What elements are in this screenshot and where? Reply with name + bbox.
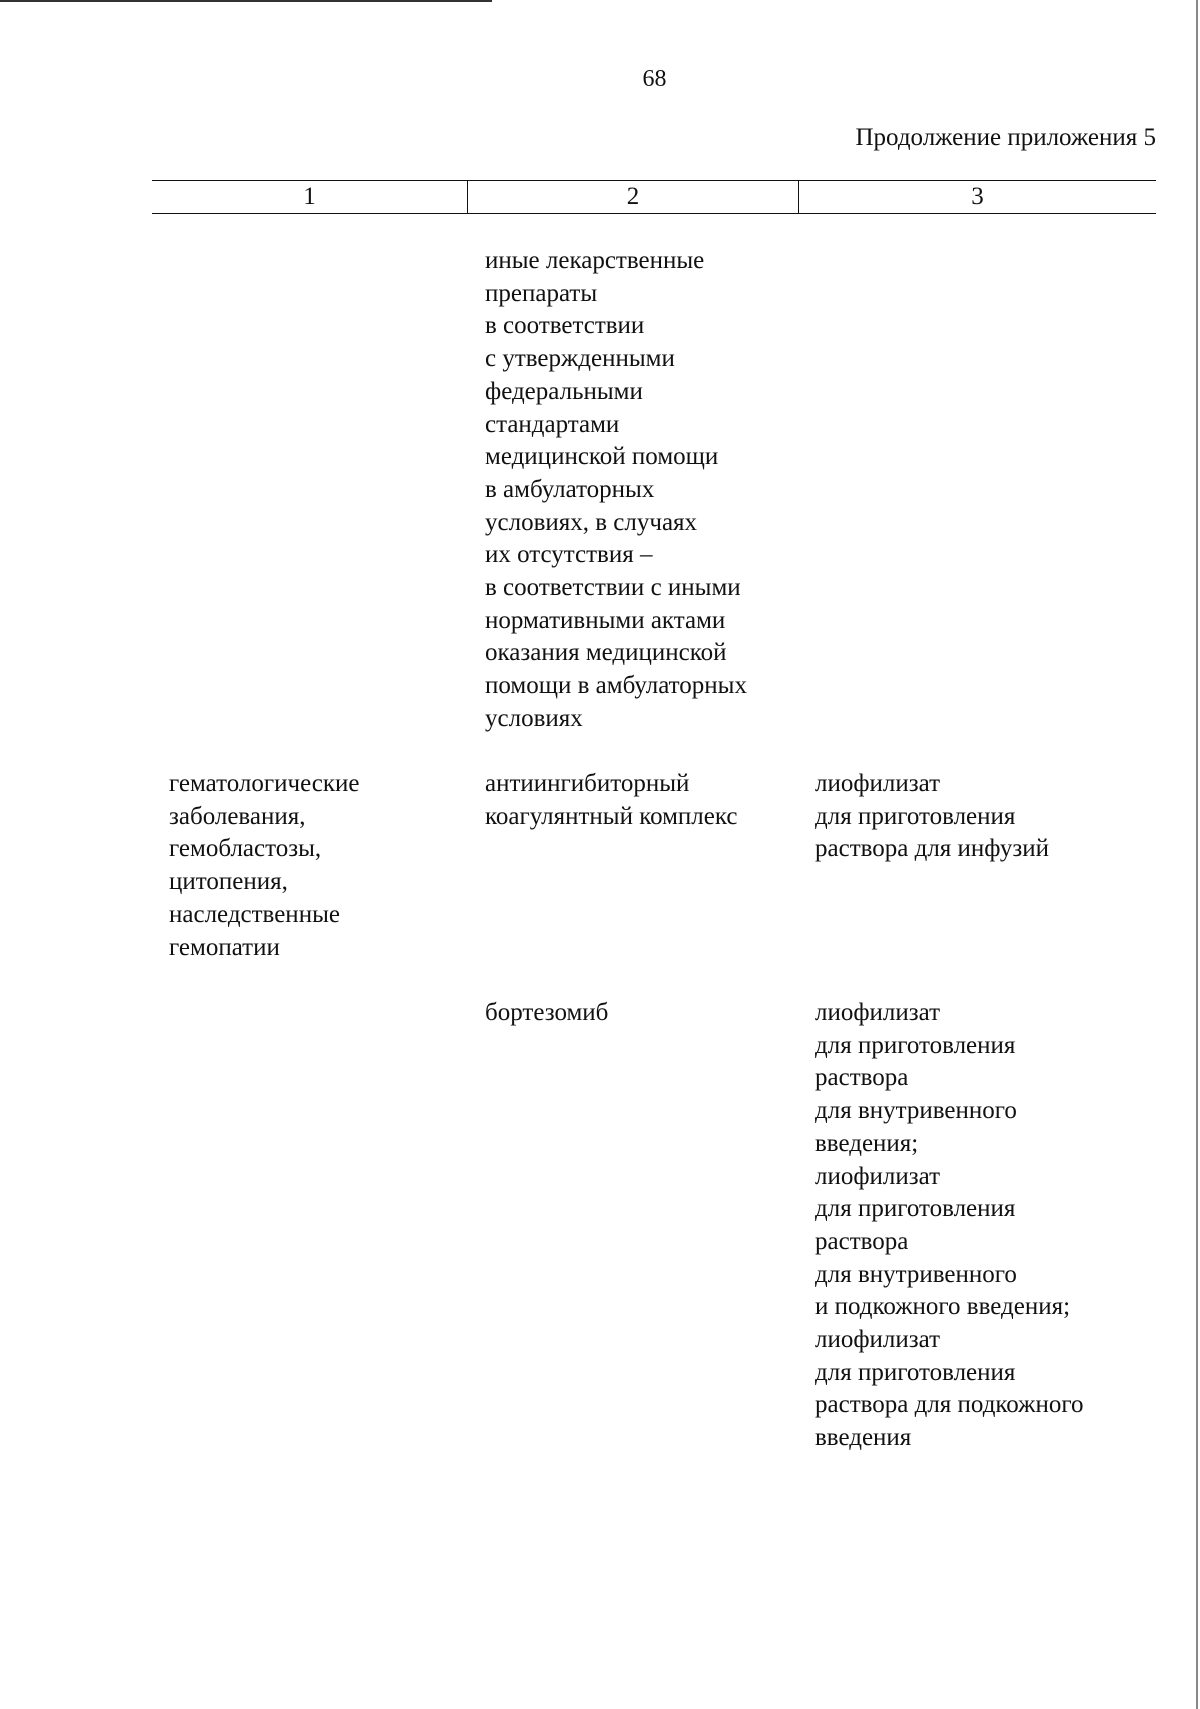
cell-text-line: иные лекарственные xyxy=(485,247,705,274)
cell-text-line: лиофилизат xyxy=(815,999,941,1026)
cell-text-line: лиофилизат xyxy=(815,1326,941,1354)
table-header-col-3: 3 xyxy=(971,183,984,210)
cell-text-line: лиофилизат xyxy=(815,1162,941,1190)
page-number: 68 xyxy=(642,66,667,92)
row-1-col-3-cell xyxy=(815,768,1049,866)
scan-edge-right xyxy=(1196,0,1198,1709)
cell-text-line: для приготовления xyxy=(815,1031,1016,1059)
cell-text-line: с утвержденными xyxy=(485,345,675,373)
table-header-col-2: 2 xyxy=(468,181,799,213)
cell-text-line: введения; xyxy=(815,1129,919,1157)
cell-text-line: стандартами xyxy=(485,410,620,438)
cell-text-line: и подкожного введения; xyxy=(815,1293,1071,1321)
cell-text-line: для приготовления xyxy=(815,1358,1016,1386)
cell-text-line: гемопатии xyxy=(169,933,280,961)
cell-text-line: раствора xyxy=(815,1064,909,1092)
cell-text-line: раствора xyxy=(815,1227,909,1255)
cell-text-line: антиингибиторный xyxy=(485,770,690,797)
cell-text-line: раствора для подкожного xyxy=(815,1391,1084,1419)
cell-text-line: наследственные xyxy=(169,900,340,928)
row-0-col-2-cell xyxy=(485,245,747,736)
cell-text-line: препараты xyxy=(485,279,598,307)
cell-text-line: медицинской помощи xyxy=(485,443,719,471)
row-1-col-1-cell xyxy=(169,768,360,964)
cell-text-line: гемобластозы, xyxy=(169,835,322,863)
cell-text-line: цитопения, xyxy=(169,868,288,896)
table-header-col-1: 1 xyxy=(152,181,468,213)
cell-text-line: условиях xyxy=(485,704,583,732)
cell-text-line: в амбулаторных xyxy=(485,475,655,503)
cell-text-line: для внутривенного xyxy=(815,1097,1017,1125)
cell-text-line: нормативными актами xyxy=(485,606,726,634)
cell-text-line: раствора для инфузий xyxy=(815,835,1050,863)
cell-text-line: в соответствии xyxy=(485,312,645,340)
cell-text-line: лиофилизат xyxy=(815,770,941,797)
cell-text-line: заболевания, xyxy=(169,802,306,830)
row-2-col-3-cell xyxy=(815,997,1083,1455)
row-1-col-2-cell xyxy=(485,768,738,833)
cell-text-line: условиях, в случаях xyxy=(485,508,698,536)
cell-text-line: помощи в амбулаторных xyxy=(485,672,747,700)
row-2-col-2-cell xyxy=(485,997,608,1030)
cell-text-line: коагулянтный комплекс xyxy=(485,802,738,830)
cell-text-line: в соответствии с иными xyxy=(485,574,741,602)
cell-text-line: для внутривенного xyxy=(815,1260,1017,1288)
cell-text-line: федеральными xyxy=(485,377,643,405)
cell-text-line: их отсутствия – xyxy=(485,541,653,569)
scan-edge-top xyxy=(0,0,492,2)
cell-text-line: гематологические xyxy=(169,770,360,797)
cell-text-line: бортезомиб xyxy=(485,999,609,1026)
cell-text-line: оказания медицинской xyxy=(485,639,727,667)
cell-text-line: для приготовления xyxy=(815,1195,1016,1223)
cell-text-line: введения xyxy=(815,1424,912,1452)
cell-text-line: для приготовления xyxy=(815,802,1016,830)
appendix-continuation-note: Продолжение приложения 5 xyxy=(855,124,1156,151)
table-header-row xyxy=(152,180,1156,214)
